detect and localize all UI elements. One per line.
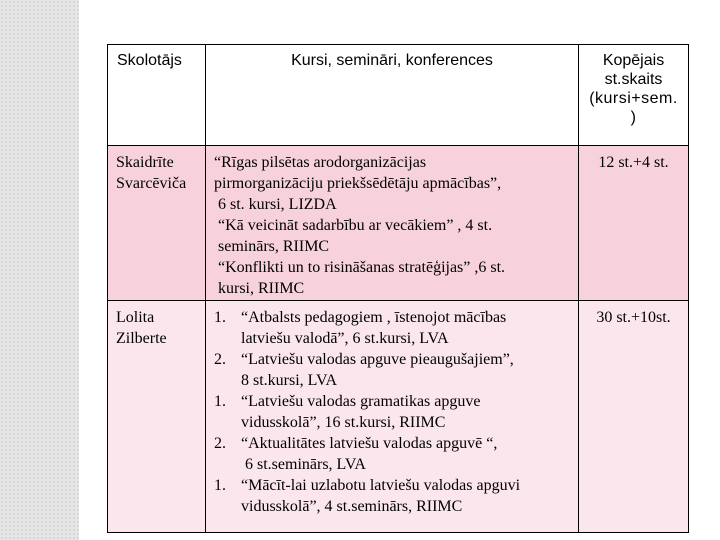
list-item-number: 2. bbox=[214, 435, 226, 452]
course-text-line: pirmorganizāciju priekšsēdētāju apmācības”, bbox=[214, 175, 502, 192]
teacher-name-cell bbox=[108, 146, 206, 301]
list-item bbox=[214, 349, 574, 391]
teacher-first-name: Lolita bbox=[116, 309, 155, 326]
list-item-text: vidusskolā”, 16 st.kursi, RIIMC bbox=[241, 414, 446, 431]
course-text-line: 6 st. kursi, LIZDA bbox=[218, 196, 337, 213]
course-text-line: “Kā veicināt sadarbību ar vecākiem” , 4 st. bbox=[218, 217, 493, 234]
list-item-text: 6 st.seminārs, LVA bbox=[241, 456, 366, 473]
list-item-text: “Latviešu valodas gramatikas apguve bbox=[241, 393, 481, 410]
header-total-line4: ) bbox=[630, 109, 637, 126]
list-item-text: “Aktualitātes latviešu valodas apguvē “, bbox=[241, 435, 498, 452]
header-courses: Kursi, semināri, konferences bbox=[206, 45, 579, 146]
course-list bbox=[214, 307, 574, 517]
course-text-line: kursi, RIIMC bbox=[218, 280, 305, 297]
courses-cell bbox=[206, 301, 579, 533]
course-text-line: seminārs, RIIMC bbox=[218, 238, 330, 255]
course-text-line: “Rīgas pilsētas arodorganizācijas bbox=[214, 154, 427, 171]
list-item bbox=[214, 307, 574, 349]
total-count-cell: 30 st.+10st. bbox=[579, 301, 689, 533]
table-header-row bbox=[108, 45, 689, 146]
list-item-number: 1. bbox=[214, 309, 226, 326]
decorative-side-strip bbox=[0, 0, 79, 540]
header-total bbox=[579, 45, 689, 146]
list-item-number: 2. bbox=[214, 351, 226, 368]
list-item-text: latviešu valodā”, 6 st.kursi, LVA bbox=[241, 330, 449, 347]
list-item bbox=[214, 475, 574, 517]
teacher-first-name: Skaidrīte bbox=[116, 154, 174, 171]
table-row bbox=[108, 301, 689, 533]
course-text-line: “Konflikti un to risināšanas stratēģijas” ,6 st. bbox=[218, 259, 506, 276]
table-row bbox=[108, 146, 689, 301]
teacher-last-name: Zilberte bbox=[116, 330, 167, 347]
list-item-number: 1. bbox=[214, 477, 226, 494]
list-item bbox=[214, 391, 574, 433]
total-count-cell: 12 st.+4 st. bbox=[579, 146, 689, 301]
list-item-text: “Latviešu valodas apguve pieaugušajiem”, bbox=[241, 351, 514, 368]
teacher-name-cell bbox=[108, 301, 206, 533]
header-total-line3: (kursi+sem. bbox=[589, 90, 678, 107]
list-item-text: vidusskolā”, 4 st.seminārs, RIIMC bbox=[241, 498, 463, 515]
teacher-last-name: Svarcēviča bbox=[116, 175, 187, 192]
list-item bbox=[214, 433, 574, 475]
header-teacher: Skolotājs bbox=[108, 45, 206, 146]
header-total-line2: st.skaits bbox=[604, 71, 663, 88]
list-item-number: 1. bbox=[214, 393, 226, 410]
list-item-text: “Mācīt-lai uzlabotu latviešu valodas apguvi bbox=[241, 477, 521, 494]
courses-table bbox=[107, 44, 689, 533]
list-item-text: “Atbalsts pedagogiem , īstenojot mācības bbox=[241, 309, 507, 326]
courses-cell bbox=[206, 146, 579, 301]
list-item-text: 8 st.kursi, LVA bbox=[241, 372, 338, 389]
header-total-line1: Kopējais bbox=[602, 52, 665, 69]
